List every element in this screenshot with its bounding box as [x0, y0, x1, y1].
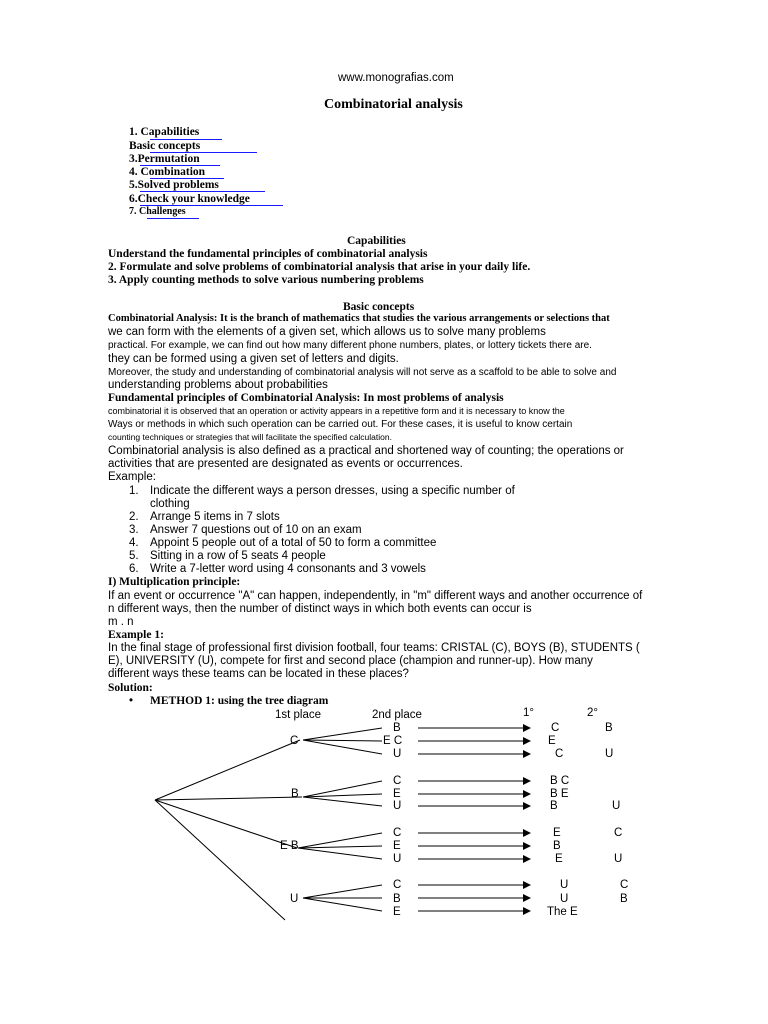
tree-result: B: [620, 893, 628, 905]
tree-result: U: [605, 748, 614, 760]
capabilities-line-3: 3. Apply counting methods to solve various numbering problems: [108, 274, 424, 286]
tree-result: U: [614, 853, 623, 865]
fundamental-line-1: combinatorial it is observed that an operation or activity appears in a repetitive form and it is necessary to know the: [108, 406, 565, 416]
tree-branch-edge: [303, 740, 382, 754]
tree-header-2: 2°: [587, 707, 598, 719]
tree-result: U: [560, 879, 569, 891]
tree-node: E C: [383, 735, 403, 747]
tree-branch-edge: [298, 846, 382, 848]
tree-branch-edge: [303, 885, 382, 898]
list-item-number: 6.: [129, 563, 139, 575]
example-1-line-3: different ways these teams can be located in these places?: [108, 668, 409, 680]
list-item: Arrange 5 items in 7 slots: [150, 511, 280, 523]
basic-p1-line-2: practical. For example, we can find out how many different phone numbers, plates, or lottery tickets there are.: [108, 340, 592, 351]
multiplication-line-1: If an event or occurrence "A" can happen, independently, in "m" different ways and another occurrence of: [108, 590, 643, 602]
fundamental-principles: Fundamental principles of Combinatorial Analysis: In most problems of analysis: [108, 392, 504, 404]
tree-result: C: [551, 722, 560, 734]
tree-result: B C: [550, 775, 570, 787]
tree-first-b: B: [291, 788, 299, 800]
tree-result: The E: [547, 906, 578, 918]
list-item: clothing: [150, 498, 190, 510]
tree-result: B E: [550, 788, 569, 800]
fundamental-line-2: Ways or methods in which such operation can be carried out. For these cases, it is useful to know certain: [108, 419, 573, 430]
tree-header-first: 1st place: [275, 709, 322, 721]
tree-result: C: [620, 879, 629, 891]
list-item: Indicate the different ways a person dresses, using a specific number of: [150, 485, 515, 497]
list-item-number: 4.: [129, 537, 139, 549]
list-item-number: 3.: [129, 524, 139, 536]
basic-heading: Basic concepts: [343, 301, 415, 313]
tree-result: B: [550, 800, 558, 812]
tree-result: E: [553, 827, 561, 839]
toc-item-permutation[interactable]: 3.Permutation: [129, 153, 200, 165]
tree-branch-edge: [303, 740, 382, 741]
capabilities-line-1: Understand the fundamental principles of combinatorial analysis: [108, 248, 428, 260]
tree-first-c: C: [290, 735, 299, 747]
list-item: Write a 7-letter word using 4 consonants and 3 vowels: [150, 563, 426, 575]
site-url: www.monografias.com: [338, 72, 454, 84]
tree-first-u: U: [290, 893, 299, 905]
tree-node: B: [393, 722, 401, 734]
tree-result: B: [605, 722, 613, 734]
tree-node: C: [393, 775, 402, 787]
multiplication-line-2: n different ways, then the number of distinct ways in which both events can occur is: [108, 603, 532, 615]
tree-first-e: E B: [280, 840, 299, 852]
tree-node: C: [393, 827, 402, 839]
tree-header-second: 2nd place: [372, 709, 422, 721]
tree-root-edge: [155, 800, 285, 920]
tree-node: E: [393, 906, 401, 918]
basic-p1-line-5: understanding problems about probabilities: [108, 379, 328, 391]
page-title: Combinatorial analysis: [324, 97, 463, 112]
tree-node: U: [393, 748, 402, 760]
basic-p1-line-4: Moreover, the study and understanding of combinatorial analysis will not serve as a scaffold to be able to solve and: [108, 367, 617, 378]
toc-item-basic-concepts[interactable]: Basic concepts: [129, 140, 201, 152]
tree-node: U: [393, 800, 402, 812]
basic-definition: Combinatorial Analysis: It is the branch of mathematics that studies the various arrangements or selections that: [108, 313, 610, 324]
toc-item-combination[interactable]: 4. Combination: [129, 166, 206, 178]
tree-branch-edge: [303, 898, 382, 911]
tree-branch-edge: [298, 833, 382, 848]
tree-result: E: [548, 735, 556, 747]
tree-branch-edge: [303, 797, 382, 806]
multiplication-heading: I) Multiplication principle:: [108, 576, 241, 588]
tree-result: U: [560, 893, 569, 905]
tree-result: C: [555, 748, 564, 760]
tree-node: E: [393, 840, 401, 852]
tree-node: B: [393, 893, 401, 905]
fundamental-line-3: counting techniques or strategies that will facilitate the specified calculation.: [108, 432, 392, 442]
tree-node: C: [393, 879, 402, 891]
capabilities-line-2: 2. Formulate and solve problems of combinatorial analysis that arise in your daily life.: [108, 261, 531, 273]
toc-item-capabilities[interactable]: 1. Capabilities: [129, 126, 200, 138]
list-item-number: 1.: [129, 485, 139, 497]
example-1-heading: Example 1:: [108, 629, 164, 641]
tree-root-edge: [155, 797, 302, 800]
list-item: Answer 7 questions out of 10 on an exam: [150, 524, 362, 536]
example-1-line-1: In the final stage of professional first division football, four teams: CRISTAL (C), BOYS (B), STUDENTS (: [108, 642, 640, 654]
tree-node: U: [393, 853, 402, 865]
list-item-number: 2.: [129, 511, 139, 523]
tree-header-1: 1°: [523, 707, 534, 719]
toc-item-solved-problems[interactable]: 5.Solved problems: [129, 179, 219, 191]
list-item: Appoint 5 people out of a total of 50 to form a committee: [150, 537, 437, 549]
toc-item-challenges[interactable]: 7. Challenges: [129, 206, 186, 217]
method-1-label: METHOD 1: using the tree diagram: [150, 695, 329, 707]
tree-result: B: [553, 840, 561, 852]
tree-root-edge: [155, 740, 300, 800]
tree-result: C: [614, 827, 623, 839]
capabilities-heading: Capabilities: [347, 235, 406, 247]
basic-p1-line-3: they can be formed using a given set of letters and digits.: [108, 353, 399, 365]
toc-item-check-knowledge[interactable]: 6.Check your knowledge: [129, 193, 250, 205]
basic-p2-line-2: activities that are presented are designated as events or occurrences.: [108, 458, 463, 470]
basic-p2-line-1: Combinatorial analysis is also defined as a practical and shortened way of counting; the operations or: [108, 445, 624, 457]
tree-branch-edge: [298, 848, 382, 859]
tree-root-edge: [155, 800, 297, 848]
tree-result: E: [555, 853, 563, 865]
example-label: Example:: [108, 471, 156, 483]
example-1-line-2: E), UNIVERSITY (U), compete for first and second place (champion and runner-up). How many: [108, 655, 593, 667]
tree-result: U: [612, 800, 621, 812]
solution-label: Solution:: [108, 682, 153, 694]
basic-p1-line-1: we can form with the elements of a given set, which allows us to solve many problems: [108, 326, 546, 338]
bullet: •: [129, 695, 134, 707]
tree-branch-edge: [303, 728, 382, 740]
tree-node: E: [393, 788, 401, 800]
list-item: Sitting in a row of 5 seats 4 people: [150, 550, 326, 562]
list-item-number: 5.: [129, 550, 139, 562]
multiplication-line-3: m . n: [108, 616, 134, 628]
